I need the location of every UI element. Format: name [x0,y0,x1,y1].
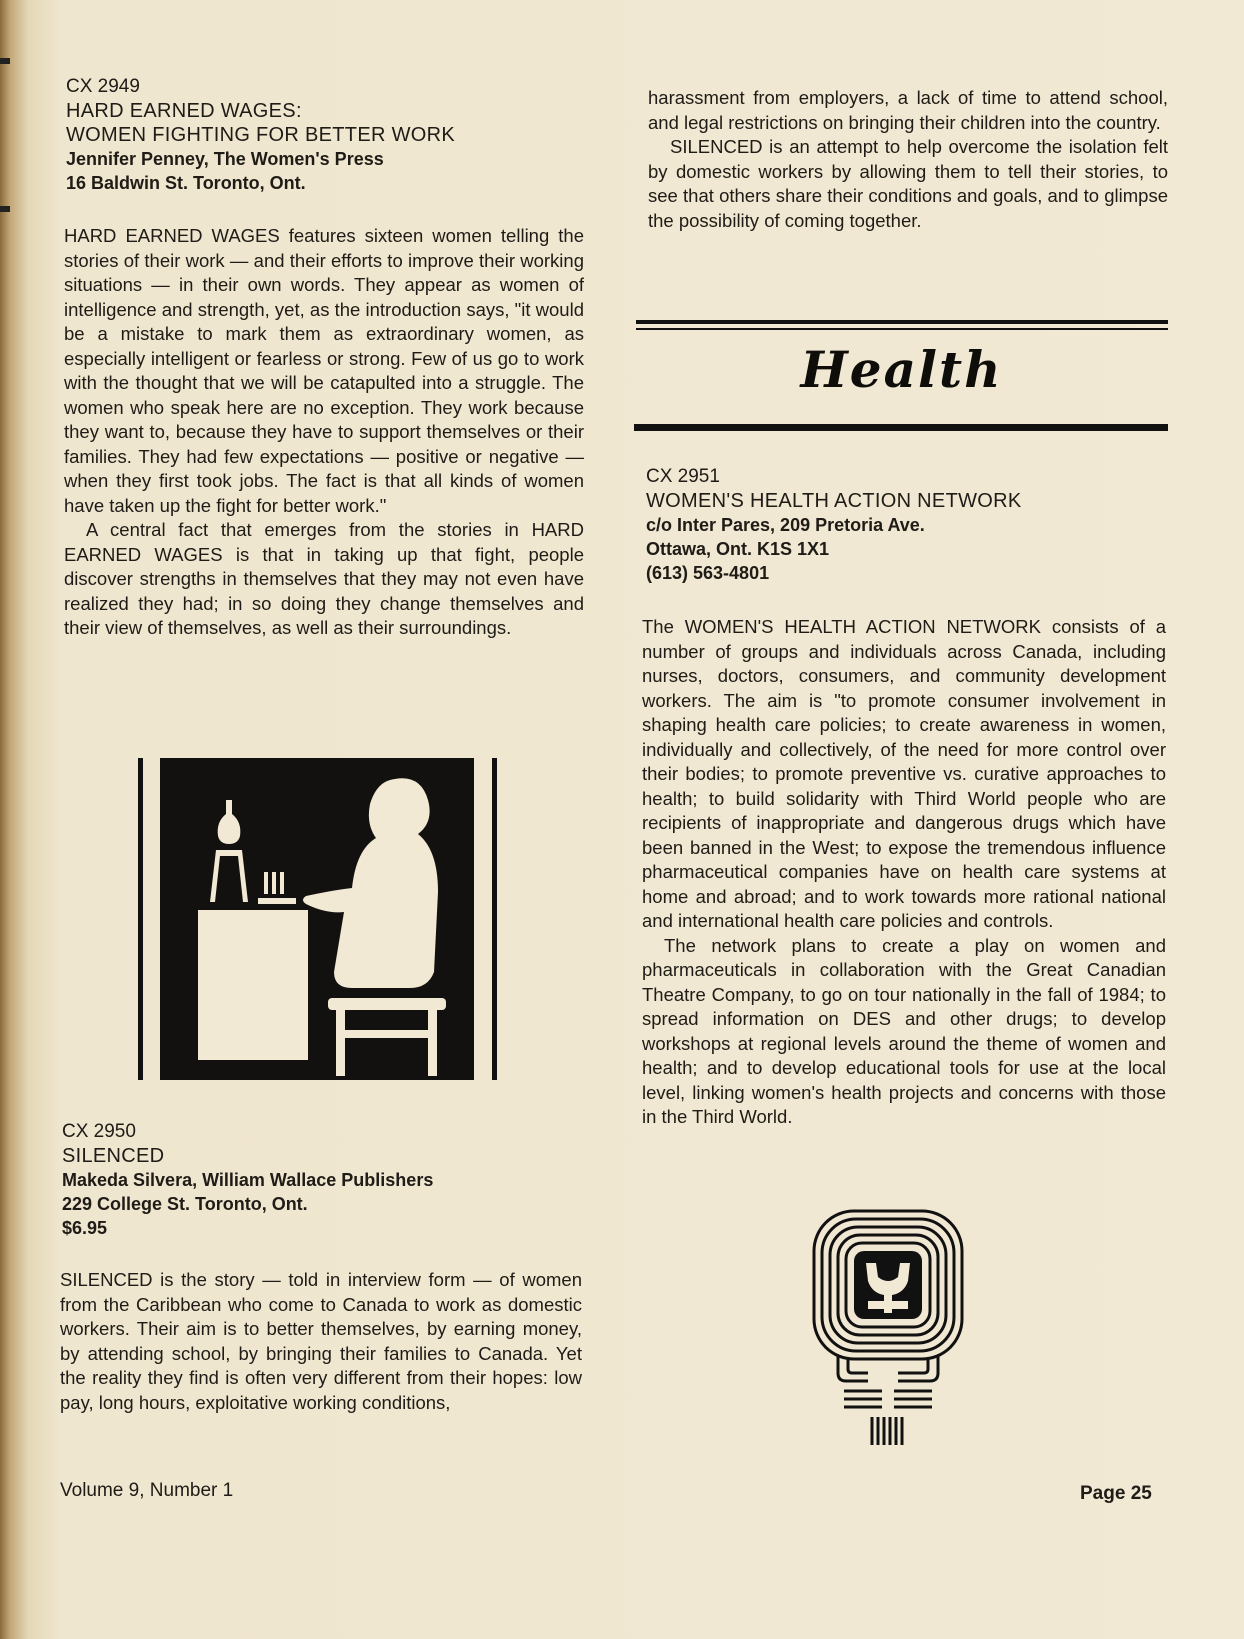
health-network-logo [808,1205,968,1455]
entry-subtitle: WOMEN FIGHTING FOR BETTER WORK [66,124,455,146]
body-paragraph: A central fact that emerges from the stories in HARD EARNED WAGES is that in taking up that fight, people discover strengths in themselves that they may not even have realized they had; in so doing they change themselves and their view of themselves, as well as their surroundings. [64,519,584,638]
entry-body-cx2950 [60,1268,582,1415]
section-rule-top [636,320,1168,324]
binding-mark [0,206,10,212]
page-number: Page 25 [1080,1483,1152,1504]
entry-title: SILENCED [62,1145,165,1167]
entry-code: CX 2951 [646,466,720,487]
entry-header-cx2951 [646,465,1146,585]
body-paragraph: HARD EARNED WAGES features sixteen women telling the stories of their work — and their efforts to improve their working situations — in their own words. They appear as women of intelligence and strength, yet, as the introduction says, "it would be a mistake to mark them as extraordinary women, as especially intelligent or fearless or strong. Few of us go to work with the thought that we will be catapulted into a struggle. The women who speak here are no exception. They work because they want to, because they have to support themselves or their families. They had few expectations — positive or negative — when they first took jobs. The fact is that all kinds of women have taken up the fight for better work." [64,225,584,516]
entry-address: 16 Baldwin St. Toronto, Ont. [66,173,306,193]
section-rule-bottom [634,424,1168,431]
entry-header-cx2949 [66,75,566,195]
woman-at-table-illustration [138,752,498,1082]
volume-footer: Volume 9, Number 1 [60,1480,234,1501]
entry-code: CX 2949 [66,76,140,97]
entry-publisher: Jennifer Penney, The Women's Press [66,149,384,169]
entry-code: CX 2950 [62,1121,136,1142]
body-paragraph: The WOMEN'S HEALTH ACTION NETWORK consists of a number of groups and individuals across Canada, including nurses, doctors, consumers, and community development workers. The aim is "to promote consumer involvement in shaping health care policies; to create awareness in women, individually and collectively, of the need for more control over their bodies; to promote preventive vs. curative approaches to health; to build solidarity with Third World people who are recipients of inappropriate and dangerous drugs which have been banned in the West; to expose the tremendous influence pharmaceutical companies have on health care systems at home and abroad; and to work towards more rational national and international health care policies and controls. [642,616,1166,931]
binding-mark [0,58,10,64]
entry-address: 229 College St. Toronto, Ont. [62,1194,308,1214]
entry-body-cx2950-continued [648,86,1168,233]
entry-title: WOMEN'S HEALTH ACTION NETWORK [646,490,1022,512]
entry-publisher: Makeda Silvera, William Wallace Publishers [62,1170,434,1190]
body-paragraph: The network plans to create a play on women and pharmaceuticals in collaboration with the Great Canadian Theatre Company, to go on tour nationally in the fall of 1984; to spread information on DES and other drugs; to develop workshops at regional levels around the theme of women and health; and to develop educational tools for use at the local level, linking women's health projects and concerns with those in the Third World. [642,934,1166,1127]
section-title: Health [800,340,1003,399]
body-paragraph: SILENCED is the story — told in interview form — of women from the Caribbean who come to Canada to work as domestic workers. Their aim is to better themselves, by earning money, by attending school, by bringing their families to Canada. Yet the reality they find is often very different from their hopes: low pay, long hours, exploitative working conditions, [60,1269,582,1413]
entry-price: $6.95 [62,1218,108,1238]
entry-header-cx2950 [62,1120,562,1240]
entry-title: HARD EARNED WAGES: [66,100,302,122]
body-paragraph: SILENCED is an attempt to help overcome the isolation felt by domestic workers by allowing them to tell their stories, to see that others share their conditions and goals, and to glimpse the possibility of coming together. [648,136,1168,231]
section-rule-top-thin [636,328,1168,330]
entry-body-cx2951 [642,615,1166,1130]
entry-address-city: Ottawa, Ont. K1S 1X1 [646,539,830,559]
entry-phone: (613) 563-4801 [646,563,770,583]
entry-address: c/o Inter Pares, 209 Pretoria Ave. [646,515,925,535]
entry-body-cx2949 [64,224,584,641]
body-paragraph: harassment from employers, a lack of time to attend school, and legal restrictions on bringing their children into the country. [648,87,1168,133]
